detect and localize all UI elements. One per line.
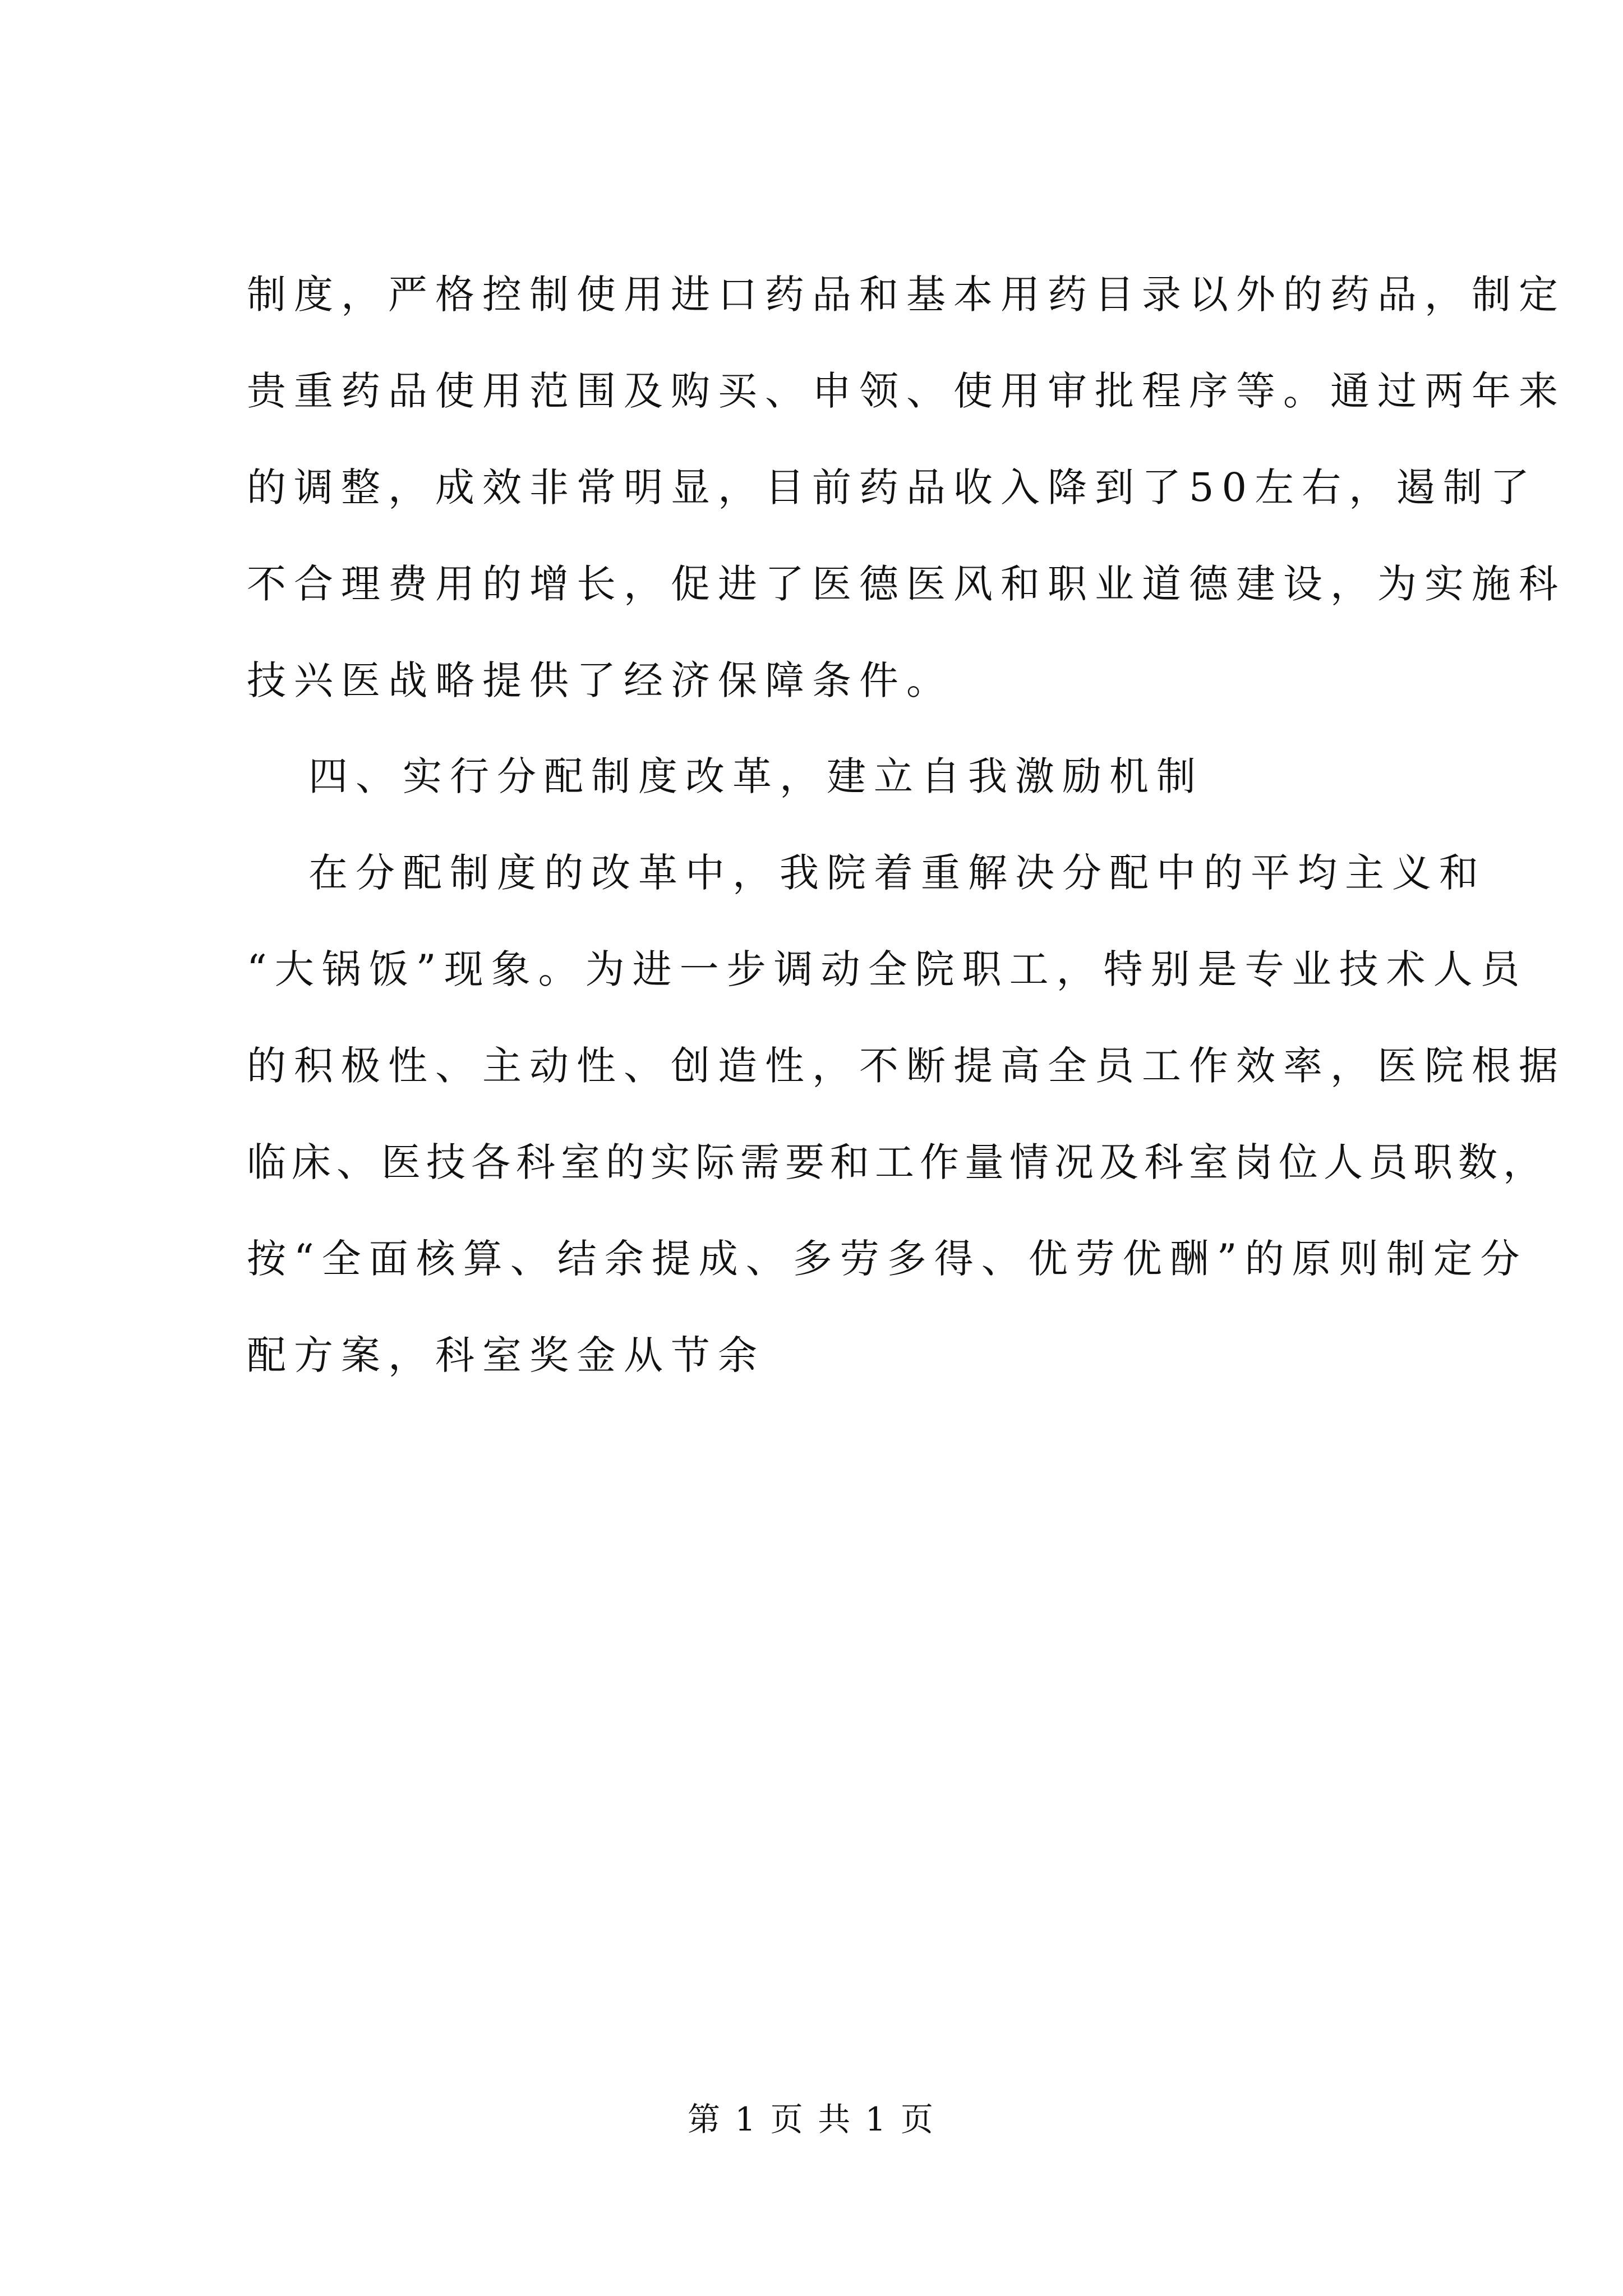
body-text-line: 配方案，科室奖金从节余 bbox=[247, 1332, 765, 1378]
body-text-line: 技兴医战略提供了经济保障条件。 bbox=[247, 657, 953, 703]
body-text-line: 临床、医技各科室的实际需要和工作量情况及科室岗位人员职数， bbox=[247, 1139, 1548, 1185]
body-text-line: 贵重药品使用范围及购买、申领、使用审批程序等。通过两年来 bbox=[247, 368, 1566, 414]
paragraph-start-line: 在分配制度的改革中，我院着重解决分配中的平均主义和 bbox=[308, 850, 1486, 896]
body-text-line: 制度，严格控制使用进口药品和基本用药目录以外的药品，制定 bbox=[247, 272, 1566, 318]
body-text-line: 的积极性、主动性、创造性，不断提高全员工作效率，医院根据 bbox=[247, 1043, 1566, 1089]
section-heading: 四、实行分配制度改革，建立自我激励机制 bbox=[308, 753, 1204, 799]
body-text-line: 按“全面核算、结余提成、多劳多得、优劳优酬”的原则制定分 bbox=[247, 1236, 1528, 1282]
body-text-line: “大锅饭”现象。为进一步调动全院职工，特别是专业技术人员 bbox=[247, 946, 1528, 992]
body-text-line: 不合理费用的增长，促进了医德医风和职业道德建设，为实施科 bbox=[247, 561, 1566, 607]
body-text-line: 的调整，成效非常明显，目前药品收入降到了50左右，遏制了 bbox=[247, 464, 1538, 510]
page-footer: 第 1 页 共 1 页 bbox=[688, 2100, 935, 2138]
